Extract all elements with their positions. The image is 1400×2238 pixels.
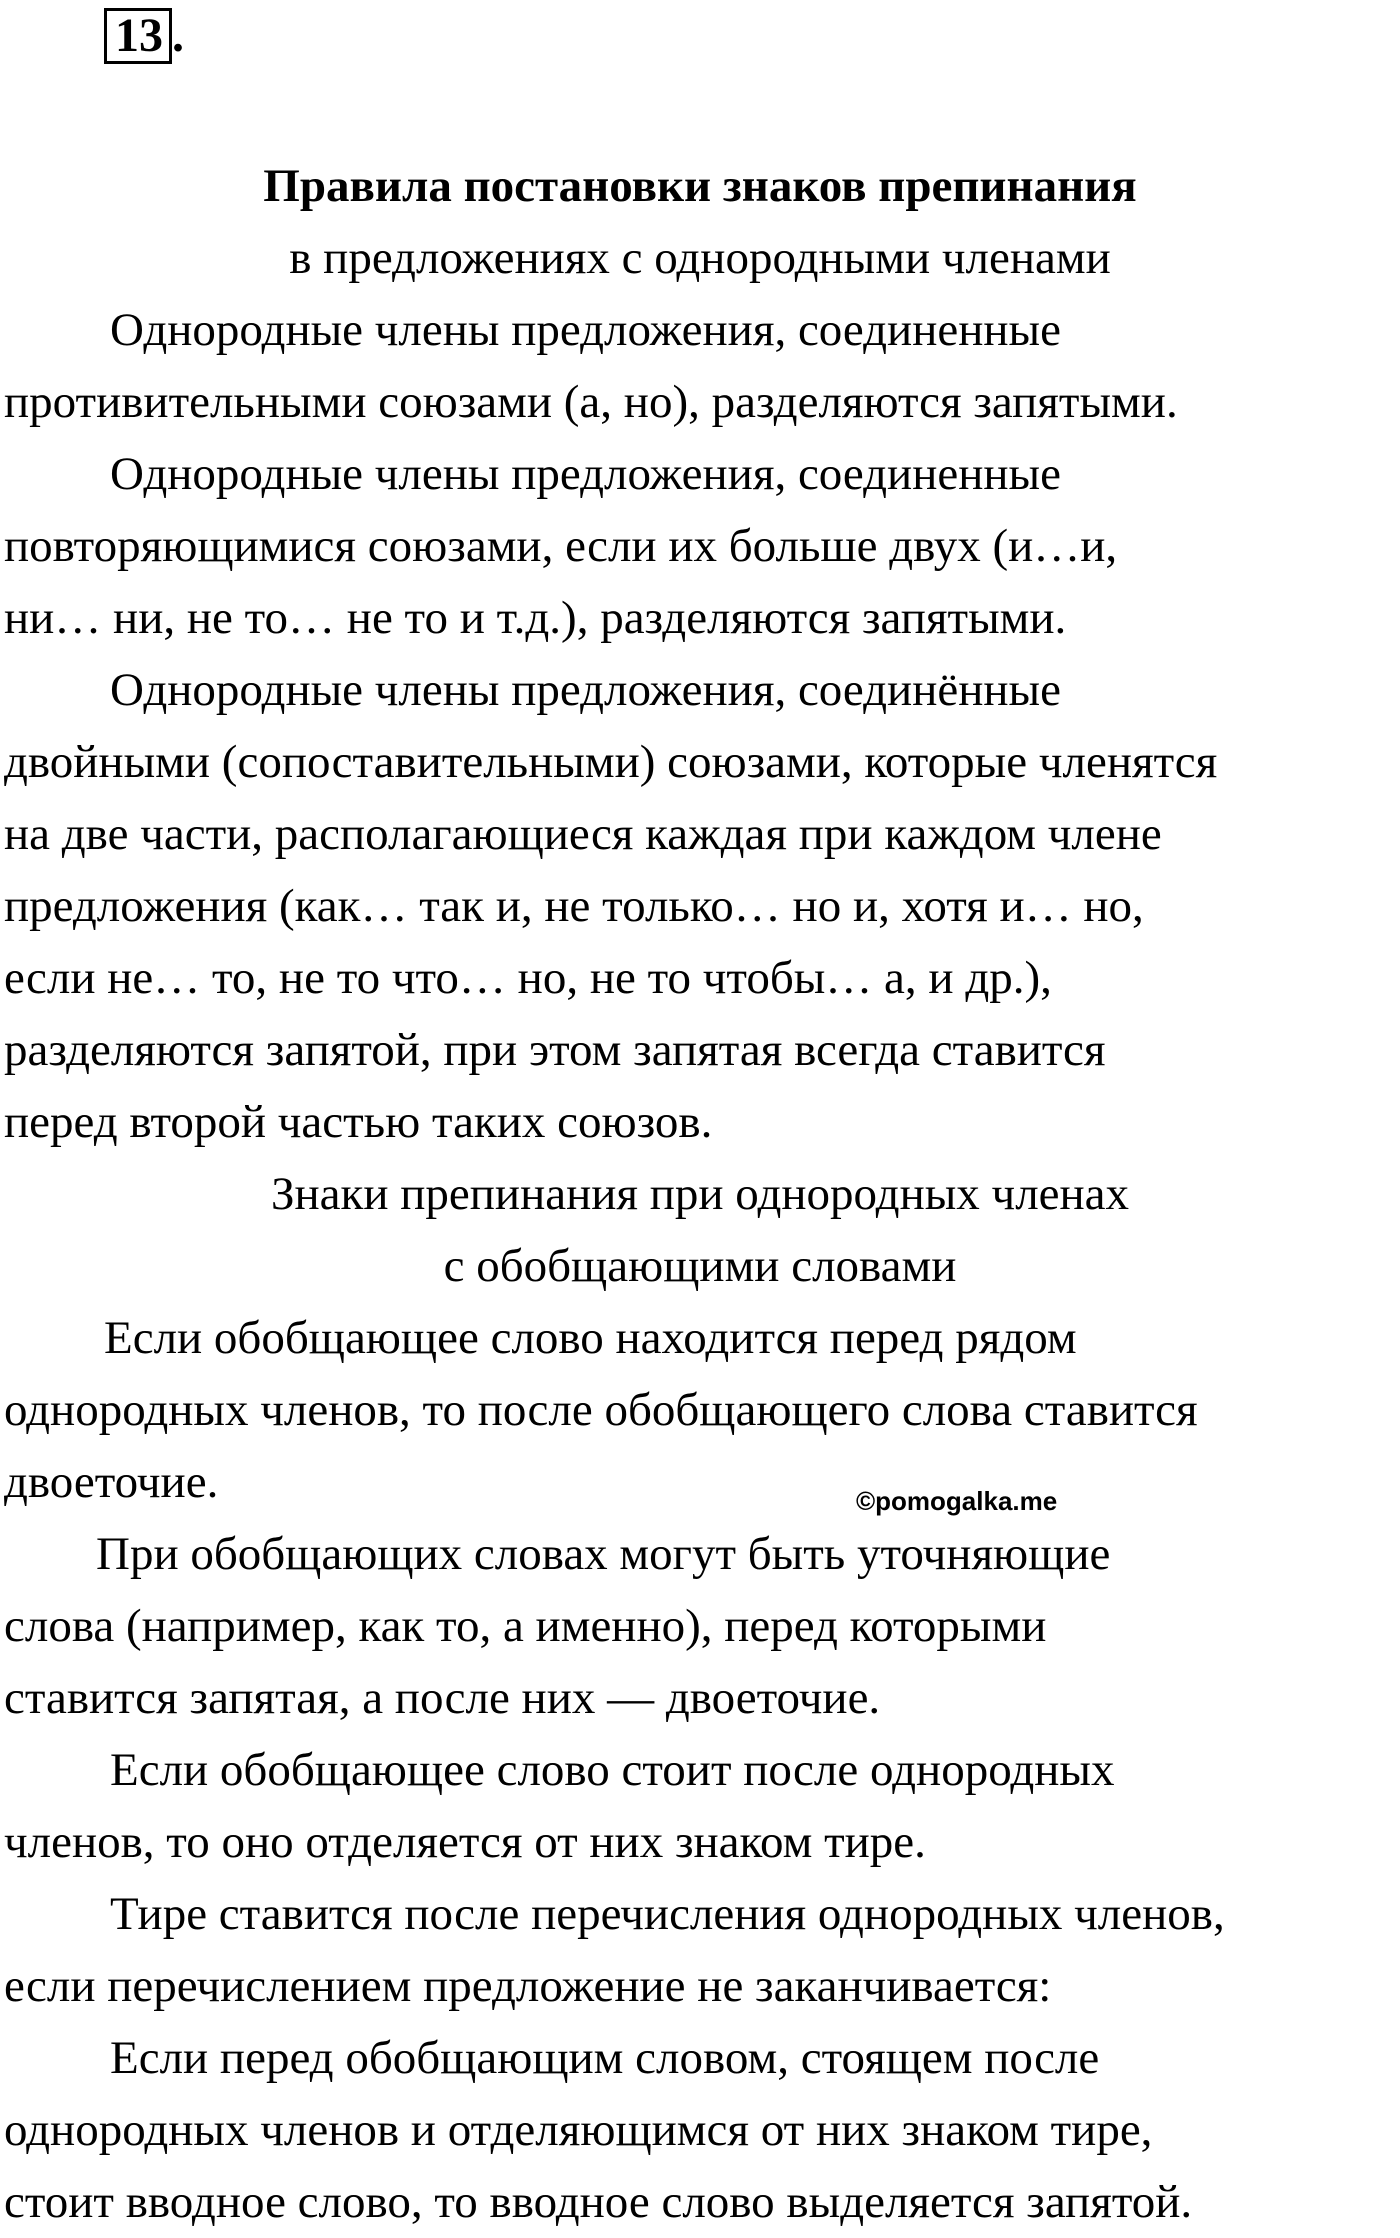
paragraph-line: противительными союзами (а, но), разделяются запятыми. [4, 376, 1178, 428]
task-number-dot: . [172, 9, 184, 62]
paragraph-line: перед второй частью таких союзов. [4, 1096, 713, 1148]
paragraph-line: Однородные члены предложения, соединенные [110, 304, 1061, 356]
paragraph-line: членов, то оно отделяется от них знаком тире. [4, 1816, 926, 1868]
paragraph-line: двойными (сопоставительными) союзами, которые членятся [4, 736, 1218, 788]
paragraph-line: Если обобщающее слово находится перед рядом [104, 1312, 1077, 1364]
paragraph-line: однородных членов, то после обобщающего слова ставится [4, 1384, 1198, 1436]
paragraph-line: Тире ставится после перечисления однородных членов, [110, 1888, 1225, 1940]
paragraph-line: При обобщающих словах могут быть уточняющие [96, 1528, 1111, 1580]
paragraph-line: ни… ни, не то… не то и т.д.), разделяются запятыми. [4, 592, 1067, 644]
paragraph-line: слова (например, как то, а именно), перед которыми [4, 1600, 1047, 1652]
paragraph-line: Однородные члены предложения, соединенные [110, 448, 1061, 500]
paragraph-line: повторяющимися союзами, если их больше двух (и…и, [4, 520, 1118, 572]
watermark: ©pomogalka.me [856, 1486, 1058, 1516]
task-number [104, 8, 184, 64]
paragraph-line: если не… то, не то что… но, не то чтобы… а, и др.), [4, 952, 1052, 1004]
section-heading-line2: с обобщающими словами [443, 1240, 957, 1292]
paragraph-line: стоит вводное слово, то вводное слово выделяется запятой. [4, 2176, 1193, 2228]
paragraph-line: Если обобщающее слово стоит после однородных [110, 1744, 1115, 1796]
paragraph-line: разделяются запятой, при этом запятая всегда ставится [4, 1024, 1106, 1076]
paragraph-line: предложения (как… так и, не только… но и, хотя и… но, [4, 880, 1144, 932]
paragraph-line: если перечислением предложение не заканчивается: [4, 1960, 1052, 2012]
paragraph-line: на две части, располагающиеся каждая при каждом члене [4, 808, 1162, 860]
document-body [4, 150, 1396, 2238]
paragraph-line: ставится запятая, а после них — двоеточие. [4, 1672, 881, 1724]
paragraph-line: Однородные члены предложения, соединённые [110, 664, 1061, 716]
paragraph-line: двоеточие. [4, 1456, 219, 1508]
rule-heading-subtitle: в предложениях с однородными членами [289, 232, 1111, 284]
task-number-box: 13 [104, 8, 172, 64]
paragraph-line: однородных членов и отделяющимся от них знаком тире, [4, 2104, 1153, 2156]
rule-heading-title: Правила постановки знаков препинания [263, 160, 1137, 212]
section-heading-line1: Знаки препинания при однородных членах [270, 1168, 1130, 1220]
paragraph-line: Если перед обобщающим словом, стоящем после [110, 2032, 1100, 2084]
